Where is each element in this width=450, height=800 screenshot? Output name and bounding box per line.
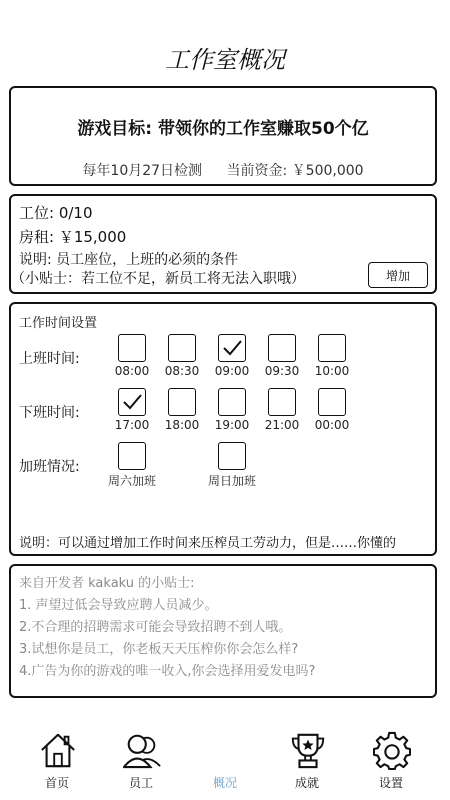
gear-icon [373, 730, 411, 770]
end-time-option-label: 00:00 [314, 418, 350, 432]
nav-label: 成就 [294, 776, 319, 790]
end-time-checkbox[interactable] [218, 388, 246, 416]
end-time-option-label: 21:00 [264, 418, 300, 432]
start-time-option-label: 10:00 [314, 364, 350, 378]
end-time-label: 下班时间: [19, 405, 80, 421]
work-time-panel [9, 302, 437, 556]
overtime-option-label: 周六加班 [107, 474, 156, 488]
end-time-option-label: 19:00 [214, 418, 250, 432]
seat-desc: 说明: 员工座位，上班的必须的条件 [19, 252, 239, 268]
page-title: 工作室概况 [165, 46, 285, 74]
nav-label: 首页 [44, 776, 69, 790]
overtime-label: 加班情况: [19, 459, 80, 475]
start-time-checkbox[interactable] [218, 334, 246, 362]
check-icon [221, 337, 243, 359]
overtime-checkbox[interactable] [218, 442, 246, 470]
nav-staff[interactable] [106, 722, 176, 800]
tip-item: 3.试想你是员工，你老板天天压榨你你会怎么样? [19, 642, 299, 657]
end-time-option-label: 18:00 [164, 418, 200, 432]
nav-label: 员工 [128, 776, 153, 790]
start-time-checkbox[interactable] [268, 334, 296, 362]
end-time-option-label: 17:00 [114, 418, 150, 432]
end-time-checkbox[interactable] [318, 388, 346, 416]
goal-text: 游戏目标: 带领你的工作室赚取50个亿 [77, 119, 369, 139]
nav-achievements[interactable] [272, 722, 342, 800]
work-time-title: 工作时间设置 [19, 316, 98, 331]
seat-count: 工位: 0/10 [19, 204, 93, 222]
overtime-option-label: 周日加班 [207, 474, 256, 488]
seat-panel [9, 194, 437, 294]
nav-home[interactable] [22, 722, 92, 800]
home-icon [39, 730, 77, 770]
rent: 房租: ￥15,000 [19, 228, 127, 246]
tips-header: 来自开发者 kakaku 的小贴士: [19, 576, 195, 591]
end-time-checkbox[interactable] [268, 388, 296, 416]
start-time-checkbox[interactable] [118, 334, 146, 362]
add-seat-button[interactable]: 增加 [368, 262, 428, 288]
end-time-checkbox[interactable] [118, 388, 146, 416]
start-time-checkbox[interactable] [318, 334, 346, 362]
end-time-checkbox[interactable] [168, 388, 196, 416]
tip-item: 2.不合理的招聘需求可能会导致招聘不到人哦。 [19, 620, 292, 635]
check-icon [121, 391, 143, 413]
start-time-option-label: 09:30 [264, 364, 300, 378]
current-funds: 当前资金: ￥500,000 [226, 163, 364, 179]
goal-panel [9, 86, 437, 186]
people-icon [123, 730, 161, 770]
start-time-option-label: 08:30 [164, 364, 200, 378]
start-time-checkbox[interactable] [168, 334, 196, 362]
bottom-nav [0, 722, 450, 800]
tip-item: 4.广告为你的游戏的唯一收入,你会选择用爱发电吗? [19, 664, 316, 679]
overtime-checkbox[interactable] [118, 442, 146, 470]
nav-label-active: 概况 [212, 776, 237, 790]
start-time-option-label: 09:00 [214, 364, 250, 378]
tip-item: 1. 声望过低会导致应聘人员减少。 [19, 598, 218, 613]
nav-settings[interactable] [356, 722, 426, 800]
goal-subline [11, 160, 435, 180]
developer-tips-panel [9, 564, 437, 698]
seat-tip: （小贴士：若工位不足，新员工将无法入职哦） [11, 271, 305, 287]
trophy-icon [289, 730, 327, 770]
start-time-label: 上班时间: [19, 351, 80, 367]
start-time-option-label: 08:00 [114, 364, 150, 378]
work-time-note: 说明：可以通过增加工作时间来压榨员工劳动力，但是……你懂的 [19, 536, 397, 551]
check-date: 每年10月27日检测 [82, 163, 203, 179]
nav-overview[interactable] [190, 722, 260, 800]
nav-label: 设置 [378, 776, 403, 790]
